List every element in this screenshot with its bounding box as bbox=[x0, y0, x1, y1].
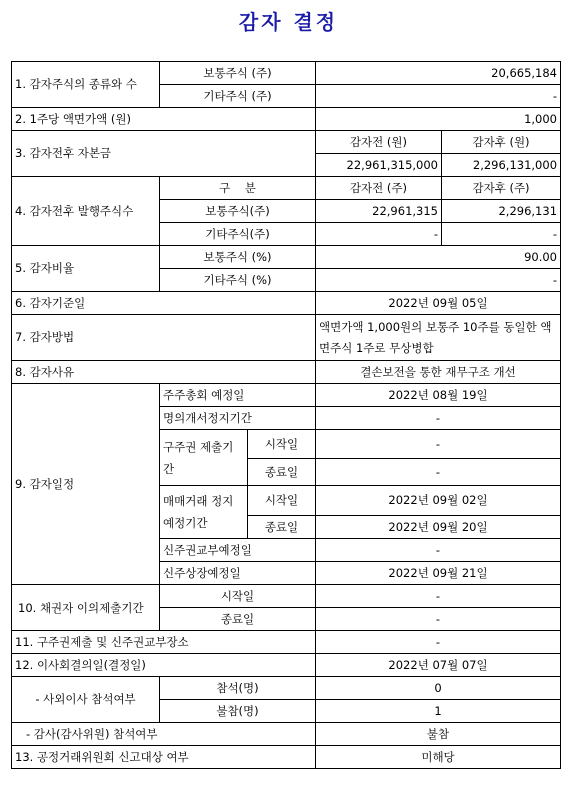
cell-value: 1 bbox=[316, 700, 561, 723]
row-label: 5. 감자비율 bbox=[12, 246, 160, 292]
cell-value: 1,000 bbox=[316, 108, 561, 131]
cell-value: - bbox=[316, 539, 561, 562]
table-row bbox=[12, 108, 561, 131]
row-label: 2. 1주당 액면가액 (원) bbox=[12, 108, 316, 131]
cell-value: - bbox=[316, 407, 561, 430]
cell-label: 신주상장예정일 bbox=[160, 562, 316, 585]
cell-value: - bbox=[316, 85, 561, 108]
table-row bbox=[12, 677, 561, 700]
cell-value: 2022년 09월 02일 bbox=[316, 486, 561, 516]
row-label: 6. 감자기준일 bbox=[12, 292, 316, 315]
cell-value: - bbox=[316, 430, 561, 459]
cell-label: 주주총회 예정일 bbox=[160, 384, 316, 407]
cell-value: 20,665,184 bbox=[316, 62, 561, 85]
cell-value: 불참 bbox=[316, 723, 561, 746]
cell-label: 신주권교부예정일 bbox=[160, 539, 316, 562]
table-row bbox=[12, 585, 561, 608]
cell-value: 미해당 bbox=[316, 746, 561, 769]
table-row bbox=[12, 177, 561, 200]
table-row bbox=[12, 131, 561, 154]
cell-value: 2022년 07월 07일 bbox=[316, 654, 561, 677]
cell-label: 보통주식(주) bbox=[160, 200, 316, 223]
disclosure-table bbox=[11, 61, 561, 769]
cell-label: 시작일 bbox=[248, 430, 316, 459]
table-row bbox=[12, 723, 561, 746]
cell-label: 시작일 bbox=[160, 585, 316, 608]
cell-label: 종료일 bbox=[160, 608, 316, 631]
cell-label: 기타주식 (주) bbox=[160, 85, 316, 108]
cell-label: 보통주식 (%) bbox=[160, 246, 316, 269]
row-label: 13. 공정거래위원회 신고대상 여부 bbox=[12, 746, 316, 769]
cell-label: 기타주식(주) bbox=[160, 223, 316, 246]
cell-value: - bbox=[316, 459, 561, 486]
table-row bbox=[12, 246, 561, 269]
cell-label: 명의개서정지기간 bbox=[160, 407, 316, 430]
cell-value: 2022년 08월 19일 bbox=[316, 384, 561, 407]
cell-label: 구주권 제출기간 bbox=[160, 430, 248, 486]
cell-value: - bbox=[316, 585, 561, 608]
page-title: 감자 결정 bbox=[238, 10, 339, 34]
cell-value: 22,961,315 bbox=[316, 200, 442, 223]
cell-label: 참석(명) bbox=[160, 677, 316, 700]
table-row bbox=[12, 62, 561, 85]
column-header: 구 분 bbox=[160, 177, 316, 200]
cell-label: 기타주식 (%) bbox=[160, 269, 316, 292]
cell-label: 매매거래 정지예정기간 bbox=[160, 486, 248, 539]
row-label: 7. 감자방법 bbox=[12, 315, 316, 361]
cell-value: - bbox=[316, 631, 561, 654]
cell-value: 2022년 09월 20일 bbox=[316, 516, 561, 539]
cell-label: 보통주식 (주) bbox=[160, 62, 316, 85]
row-label: 9. 감자일정 bbox=[12, 384, 160, 585]
table-row bbox=[12, 631, 561, 654]
column-header: 감자전 (주) bbox=[316, 177, 442, 200]
row-label: 1. 감자주식의 종류와 수 bbox=[12, 62, 160, 108]
cell-label: 불참(명) bbox=[160, 700, 316, 723]
cell-value: 2022년 09월 21일 bbox=[316, 562, 561, 585]
cell-label: 종료일 bbox=[248, 459, 316, 486]
cell-value: 2022년 09월 05일 bbox=[316, 292, 561, 315]
row-label: 3. 감자전후 자본금 bbox=[12, 131, 316, 177]
row-label: 4. 감자전후 발행주식수 bbox=[12, 177, 160, 246]
cell-value: 90.00 bbox=[316, 246, 561, 269]
table-row bbox=[12, 654, 561, 677]
cell-value: 결손보전을 통한 재무구조 개선 bbox=[316, 361, 561, 384]
row-label: - 감사(감사위원) 참석여부 bbox=[12, 723, 316, 746]
table-row bbox=[12, 384, 561, 407]
row-label: 8. 감자사유 bbox=[12, 361, 316, 384]
row-label: 10. 채권자 이의제출기간 bbox=[12, 585, 160, 631]
column-header: 감자후 (원) bbox=[442, 131, 561, 154]
cell-value: 0 bbox=[316, 677, 561, 700]
column-header: 감자전 (원) bbox=[316, 131, 442, 154]
cell-value: - bbox=[316, 223, 442, 246]
row-label: - 사외이사 참석여부 bbox=[12, 677, 160, 723]
cell-label: 시작일 bbox=[248, 486, 316, 516]
row-label: 12. 이사회결의일(결정일) bbox=[12, 654, 316, 677]
table-row bbox=[12, 315, 561, 361]
table-row bbox=[12, 361, 561, 384]
cell-value: - bbox=[316, 608, 561, 631]
table-row bbox=[12, 746, 561, 769]
table-row bbox=[12, 292, 561, 315]
cell-label: 종료일 bbox=[248, 516, 316, 539]
cell-value: 22,961,315,000 bbox=[316, 154, 442, 177]
cell-value: - bbox=[442, 223, 561, 246]
cell-value: - bbox=[316, 269, 561, 292]
row-label: 11. 구주권제출 및 신주권교부장소 bbox=[12, 631, 316, 654]
cell-value: 2,296,131 bbox=[442, 200, 561, 223]
column-header: 감자후 (주) bbox=[442, 177, 561, 200]
cell-value: 액면가액 1,000원의 보통주 10주를 동일한 액면주식 1주로 무상병합 bbox=[316, 315, 561, 361]
cell-value: 2,296,131,000 bbox=[442, 154, 561, 177]
